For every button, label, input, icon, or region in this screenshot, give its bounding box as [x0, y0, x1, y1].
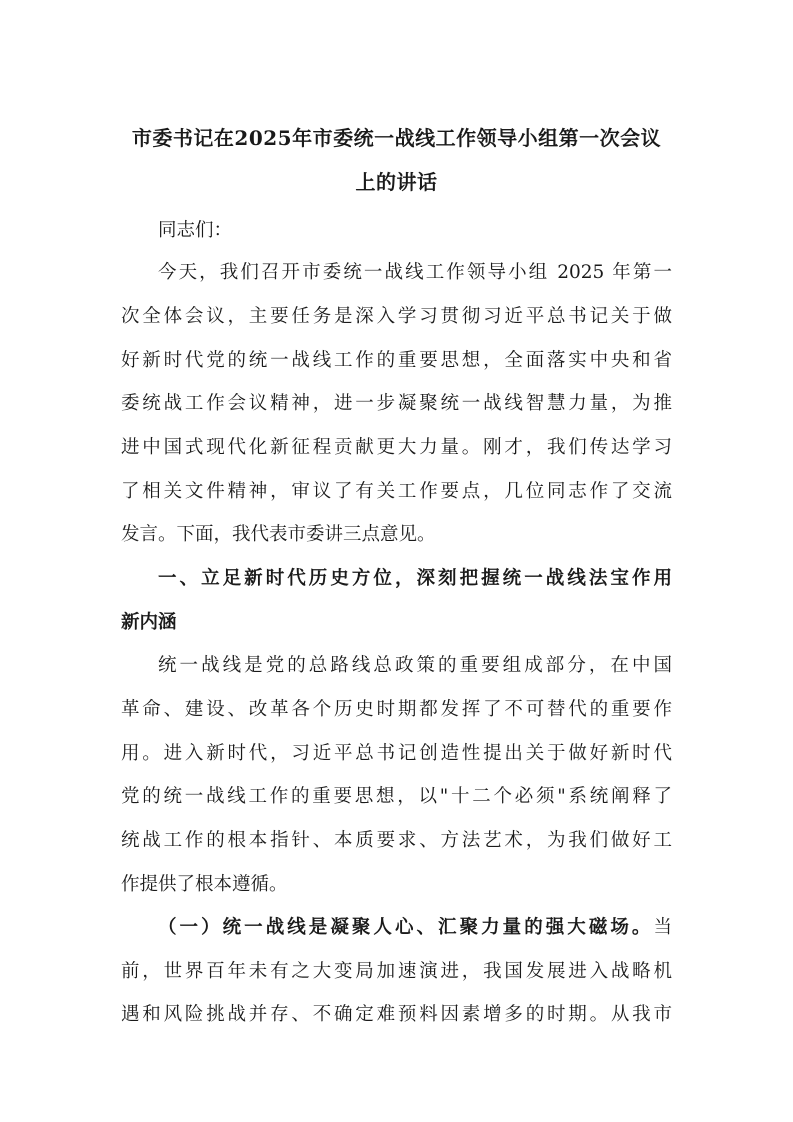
paragraph-line: 今天，我们召开市委统一战线工作领导小组 2025 年第一 [158, 262, 672, 283]
section-heading-line: 新内涵 [121, 612, 177, 633]
paragraph-line: 统一战线是党的总路线总政策的重要组成部分，在中国 [158, 655, 672, 676]
paragraph-line: 进中国式现代化新征程贡献更大力量。刚才，我们传达学习 [121, 437, 672, 458]
paragraph-line: 次全体会议，主要任务是深入学习贯彻习近平总书记关于做 [121, 306, 672, 327]
salutation: 同志们： [158, 220, 233, 241]
paragraph-line: 党的统一战线工作的重要思想，以"十二个必须"系统阐释了 [121, 786, 672, 807]
document-title-line-1: 市委书记在2025年市委统一战线工作领导小组第一次会议 [131, 126, 662, 150]
paragraph-line: 遇和风险挑战并存、不确定难预料因素增多的时期。从我市 [121, 1004, 672, 1025]
paragraph-line: 委统战工作会议精神，进一步凝聚统一战线智慧力量，为推 [121, 393, 672, 414]
paragraph-line: 作提供了根本遵循。 [121, 874, 288, 895]
paragraph-line: 发言。下面，我代表市委讲三点意见。 [121, 524, 436, 545]
paragraph-line: 前，世界百年未有之大变局加速演进，我国发展进入战略机 [121, 961, 672, 982]
paragraph-line: 革命、建设、改革各个历史时期都发挥了不可替代的重要作 [121, 699, 672, 720]
paragraph-line: 了相关文件精神，审议了有关工作要点，几位同志作了交流 [121, 481, 672, 502]
paragraph-text-inline: 当 [653, 917, 672, 938]
paragraph-line-with-subheading [158, 913, 672, 943]
section-heading-line: 一、立足新时代历史方位，深刻把握统一战线法宝作用 [158, 568, 672, 589]
subheading-inline: （一）统一战线是凝聚人心、汇聚力量的强大磁场。 [158, 917, 654, 938]
document-title-line-2: 上的讲话 [355, 170, 438, 194]
paragraph-line: 统战工作的根本指针、本质要求、方法艺术，为我们做好工 [121, 830, 672, 851]
paragraph-line: 用。进入新时代，习近平总书记创造性提出关于做好新时代 [121, 743, 672, 764]
paragraph-line: 好新时代党的统一战线工作的重要思想，全面落实中央和省 [121, 350, 672, 371]
